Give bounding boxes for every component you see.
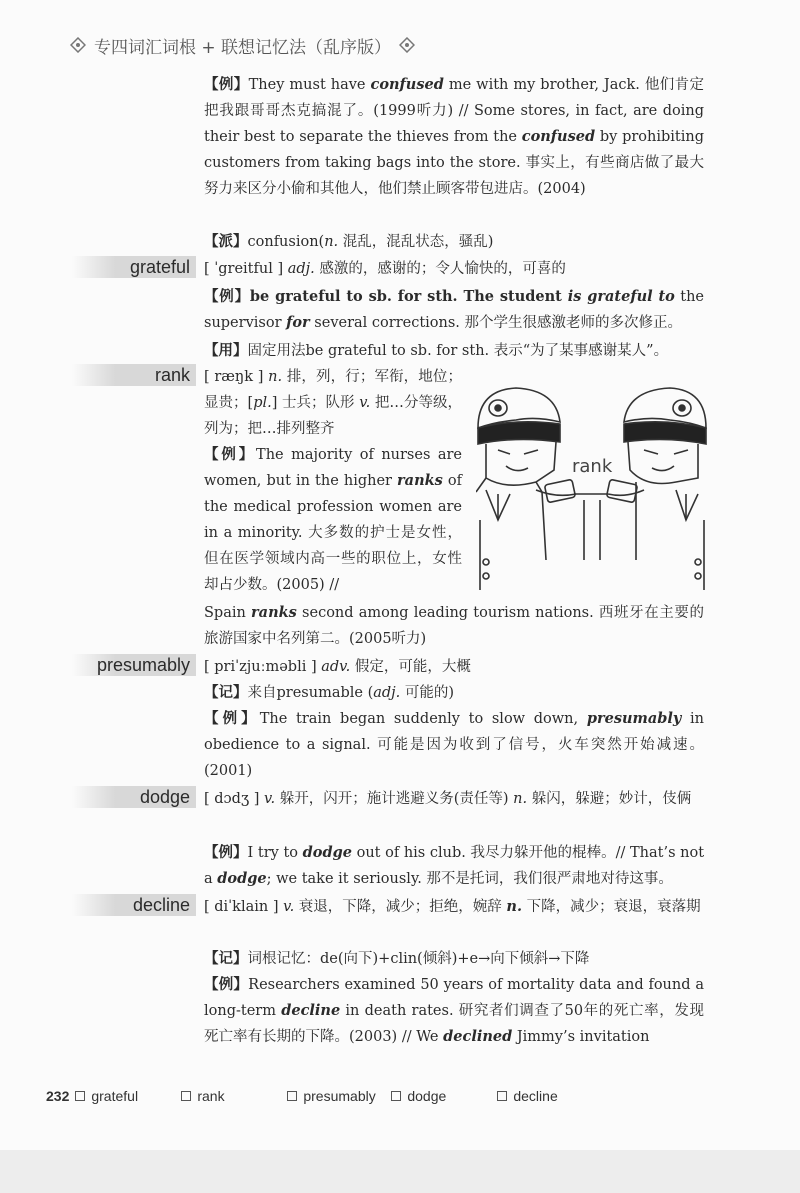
text: 混乱，混乱状态，骚乱) [338, 234, 494, 250]
rank-definition [204, 364, 462, 442]
pos: n. [506, 898, 522, 915]
rank-illustration [476, 370, 708, 592]
footer-checkbox-item[interactable] [181, 1088, 287, 1104]
page-number: 232 [46, 1088, 70, 1104]
meaning: 衰退，下降，减少；拒绝，婉辞 [294, 899, 507, 915]
meaning: 躲闪，躲避；妙计，伎俩 [527, 791, 692, 807]
page-footer [46, 1088, 558, 1104]
example-tag: 【例】 [204, 710, 260, 727]
meaning: 躲开，闪开；施计逃避义务(责任等) [275, 791, 514, 807]
keyword: dodge [302, 844, 352, 861]
pos: adj. [373, 685, 401, 701]
illustration-label: rank [572, 456, 613, 477]
pos: n. [513, 791, 528, 807]
meaning: ] 士兵；队形 [271, 395, 360, 411]
keyword: is grateful to [567, 288, 675, 305]
phonetic: [ diˈklain ] [204, 899, 284, 915]
memory-tag: 【记】 [204, 950, 248, 967]
keyword: presumably [586, 710, 682, 727]
text: second among leading tourism nations. 西班牙在主要的旅游国家中名列第二。(2005听力) [204, 605, 704, 647]
example-tag: 【例】 [204, 844, 248, 861]
phonetic: [ priˈzjuːməbli ] [204, 659, 322, 675]
meaning: 假定，可能，大概 [350, 659, 471, 675]
footer-checkbox-item[interactable] [497, 1088, 557, 1104]
text: be grateful to sb. for sth. The student [249, 288, 568, 305]
meaning: 把…分等级，列为；把…排列整齐 [204, 395, 462, 437]
example-tag: 【例】 [204, 446, 257, 463]
footer-word: grateful [91, 1088, 139, 1104]
presumably-memory [204, 680, 704, 706]
example-tag: 【例】 [204, 76, 249, 93]
decline-definition [204, 894, 704, 920]
headword-decline: decline [72, 894, 196, 916]
keyword: for [286, 314, 310, 331]
pos: v. [283, 899, 295, 915]
meaning: 下降，减少；衰退，衰落期 [522, 899, 701, 915]
footer-checkbox-item[interactable] [287, 1088, 391, 1104]
checkbox-icon[interactable] [75, 1091, 85, 1101]
meaning: 感激的，感谢的；令人愉快的，可喜的 [314, 261, 566, 277]
text: ; we take it seriously. 那不是托词，我们很严肃地对待这事。 [266, 871, 673, 887]
text: by prohibiting customers from taking bags into the store. 事实上，有些商店做了最大努力来区分小偷和其他人，他们禁止顾客带包进店。(2004) [204, 129, 704, 197]
pos: adj. [287, 261, 315, 277]
checkbox-icon[interactable] [181, 1091, 191, 1101]
phonetic: [ ræŋk ] [204, 369, 269, 385]
pos: n. [324, 234, 339, 250]
phonetic: [ ˈgreitful ] [204, 261, 288, 277]
keyword: ranks [397, 472, 443, 489]
text: in obedience to a signal. 可能是因为收到了信号，火车突然开始减速。(2001) [204, 711, 704, 779]
text: The majority of nurses are women, but in the higher [204, 447, 463, 489]
keyword: decline [281, 1002, 341, 1019]
footer-word: rank [197, 1088, 225, 1104]
dodge-definition [204, 786, 704, 812]
checkbox-icon[interactable] [287, 1091, 297, 1101]
confused-derivative [204, 229, 704, 255]
text: 来自presumable ( [247, 685, 374, 701]
headword-grateful: grateful [72, 256, 196, 278]
decline-memory [204, 946, 704, 972]
decline-example [204, 972, 704, 1050]
text: Researchers examined 50 years of mortality data and found a long-term [204, 977, 704, 1019]
text: Jimmy’s invitation [512, 1029, 650, 1045]
pos: v. [264, 791, 276, 807]
grateful-usage [204, 338, 704, 364]
meaning: 排，列，行；军衔，地位；显贵；[ [204, 369, 463, 411]
footer-checkbox-item[interactable] [391, 1088, 497, 1104]
phonetic: [ dɔdʒ ] [204, 791, 265, 807]
pos: pl. [253, 395, 272, 411]
pos: adv. [321, 659, 351, 675]
pos: v. [359, 395, 371, 411]
footer-checkbox-item[interactable] [75, 1088, 181, 1104]
headword-dodge: dodge [72, 786, 196, 808]
memory-tag: 【记】 [204, 684, 248, 701]
checkbox-icon[interactable] [497, 1091, 507, 1101]
text: I try to [247, 845, 303, 861]
page-bottom-margin [0, 1150, 800, 1193]
text: 固定用法be grateful to sb. for sth. 表示“为了某事感谢某人”。 [247, 343, 669, 359]
text: in death rates. 研究者们调查了50年的死亡率，发现死亡率有长期的下降。(2003) // We [204, 1003, 704, 1045]
presumably-definition [204, 654, 704, 680]
checkbox-icon[interactable] [391, 1091, 401, 1101]
rank-example-2 [204, 600, 704, 652]
footer-word: decline [513, 1088, 558, 1104]
footer-word: presumably [303, 1088, 376, 1104]
text: the supervisor [204, 289, 704, 331]
text: Spain [204, 605, 252, 621]
text: They must have [248, 77, 371, 93]
dodge-example [204, 840, 704, 892]
presumably-example [204, 706, 704, 784]
keyword: ranks [251, 604, 297, 621]
text: of the medical profession women are in a minority. 大多数的护士是女性，但在医学领域内高一些的职位上，女性却占少数。(2005) // [204, 473, 462, 593]
keyword: declined [443, 1028, 513, 1045]
diamond-ornament-icon [399, 37, 415, 53]
usage-tag: 【用】 [204, 342, 248, 359]
text: 可能的) [400, 685, 455, 701]
footer-word: dodge [407, 1088, 447, 1104]
headword-rank: rank [72, 364, 196, 386]
text: several corrections. 那个学生很感激老师的多次修正。 [309, 315, 683, 331]
example-tag: 【例】 [204, 976, 249, 993]
text: 词根记忆：de(向下)+clin(倾斜)+e→向下倾斜→下降 [247, 951, 590, 967]
grateful-definition [204, 256, 704, 282]
rank-example [204, 442, 462, 598]
text: confusion( [247, 234, 325, 250]
text: out of his club. 我尽力躲开他的棍棒。// That’s not a [204, 845, 705, 887]
keyword: confused [521, 128, 596, 145]
soldiers-drawing [476, 370, 708, 592]
diamond-ornament-icon [70, 37, 86, 53]
confused-example [204, 72, 704, 202]
text: me with my brother, Jack. 他们肯定把我跟哥哥杰克搞混了。(1999听力) // Some stores, in fact, are doing their best to separate the thieves from the [204, 77, 704, 145]
header-title: 专四词汇词根 + 联想记忆法（乱序版） [94, 37, 392, 58]
derivative-tag: 【派】 [204, 233, 248, 250]
keyword: confused [370, 76, 444, 93]
running-header [70, 32, 415, 58]
text: The train began suddenly to slow down, [259, 711, 587, 727]
example-tag: 【例】 [204, 288, 250, 305]
grateful-example [204, 284, 704, 336]
pos: n. [268, 369, 283, 385]
keyword: dodge [217, 870, 267, 887]
headword-presumably: presumably [72, 654, 196, 676]
